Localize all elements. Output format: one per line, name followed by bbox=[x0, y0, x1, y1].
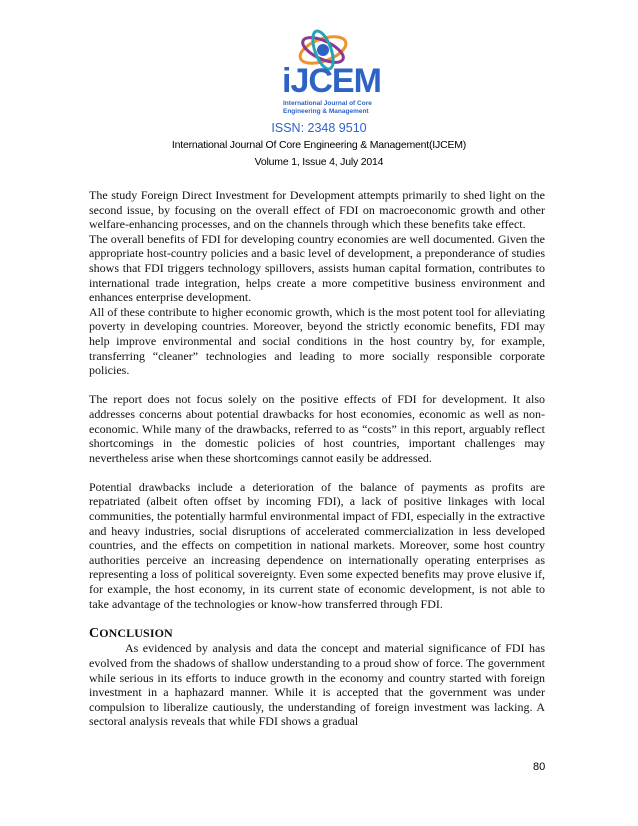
logo-subtitle-line2: Engineering & Management bbox=[283, 108, 369, 115]
paragraph-spacer bbox=[89, 611, 545, 626]
logo-subtitle bbox=[283, 100, 372, 116]
heading-initial: C bbox=[89, 625, 100, 641]
heading-rest: ONCLUSION bbox=[99, 625, 173, 640]
page-number: 80 bbox=[533, 761, 546, 773]
journal-title: International Journal Of Core Engineering & Management(IJCEM) bbox=[171, 139, 467, 151]
conclusion-paragraph: As evidenced by analysis and data the concept and material significance of FDI has evolved from the shadows of shallow understanding to a proud show of force. The government while serious in its efforts to induce growth in the economy and country started with foreign investment in a haphazard manner. While it is accepted that the government was under compulsion to liberalize cautiously, the understanding of foreign investment was lacking. A sectoral analysis reveals that while FDI shows a gradual bbox=[89, 641, 546, 729]
logo-wordmark: iJCEM bbox=[282, 62, 381, 100]
paragraph-spacer bbox=[89, 465, 545, 480]
paragraph-4: The report does not focus solely on the positive effects of FDI for development. It also addresses concerns about potential drawbacks for host economies, economic as well as non-economic. While many of the drawbacks, referred to as “costs” in this report, arguably reflect shortcomings in the domestic policies of host countries, important challenges may nevertheless arise when these shortcomings cannot easily be addressed. bbox=[89, 392, 545, 465]
logo-subtitle-line1: International Journal of Core bbox=[283, 100, 372, 107]
paragraph-1: The study Foreign Direct Investment for Development attempts primarily to shed light on the second issue, by focusing on the overall effect of FDI on macroeconomic growth and other welfare-enhancing processes, and on the channels through which these benefits take effect. bbox=[89, 188, 545, 232]
issn-number: ISSN: 2348 9510 bbox=[271, 121, 367, 135]
paragraph-5: Potential drawbacks include a deterioration of the balance of payments as profits are repatriated (albeit often offset by incoming FDI), a lack of positive linkages with local communities, the potentially harmful environmental impact of FDI, especially in the extractive and heavy industries, social disruptions of accelerated commercialization in less developed countries, and the effects on competition in national markets. Moreover, some host country authorities perceive an increasing dependence on internationally operating enterprises as representing a loss of political sovereignty. Even some expected benefits may prove elusive if, for example, the host economy, in its current state of economic development, is not able to take advantage of the technologies or know-how transferred through FDI. bbox=[89, 479, 545, 611]
paragraph-spacer bbox=[89, 378, 545, 393]
paragraph-2: The overall benefits of FDI for developing country economies are well documented. Given the appropriate host-country policies and a basic level of development, a preponderance of studies shows that FDI triggers technology spillovers, assists human capital formation, contributes to international trade integration, helps create a more competitive business environment and enhances enterprise development. bbox=[89, 231, 545, 305]
paragraph-3: All of these contribute to higher economic growth, which is the most potent tool for alleviating poverty in developing countries. Moreover, beyond the strictly economic benefits, FDI may help improve environmental and social conditions in the host country by, for example, transferring “cleaner” technologies and leading to more socially responsible corporate policies. bbox=[89, 304, 545, 378]
article-body bbox=[89, 188, 545, 729]
section-heading-conclusion bbox=[89, 626, 545, 642]
volume-info: Volume 1, Issue 4, July 2014 bbox=[254, 156, 384, 168]
